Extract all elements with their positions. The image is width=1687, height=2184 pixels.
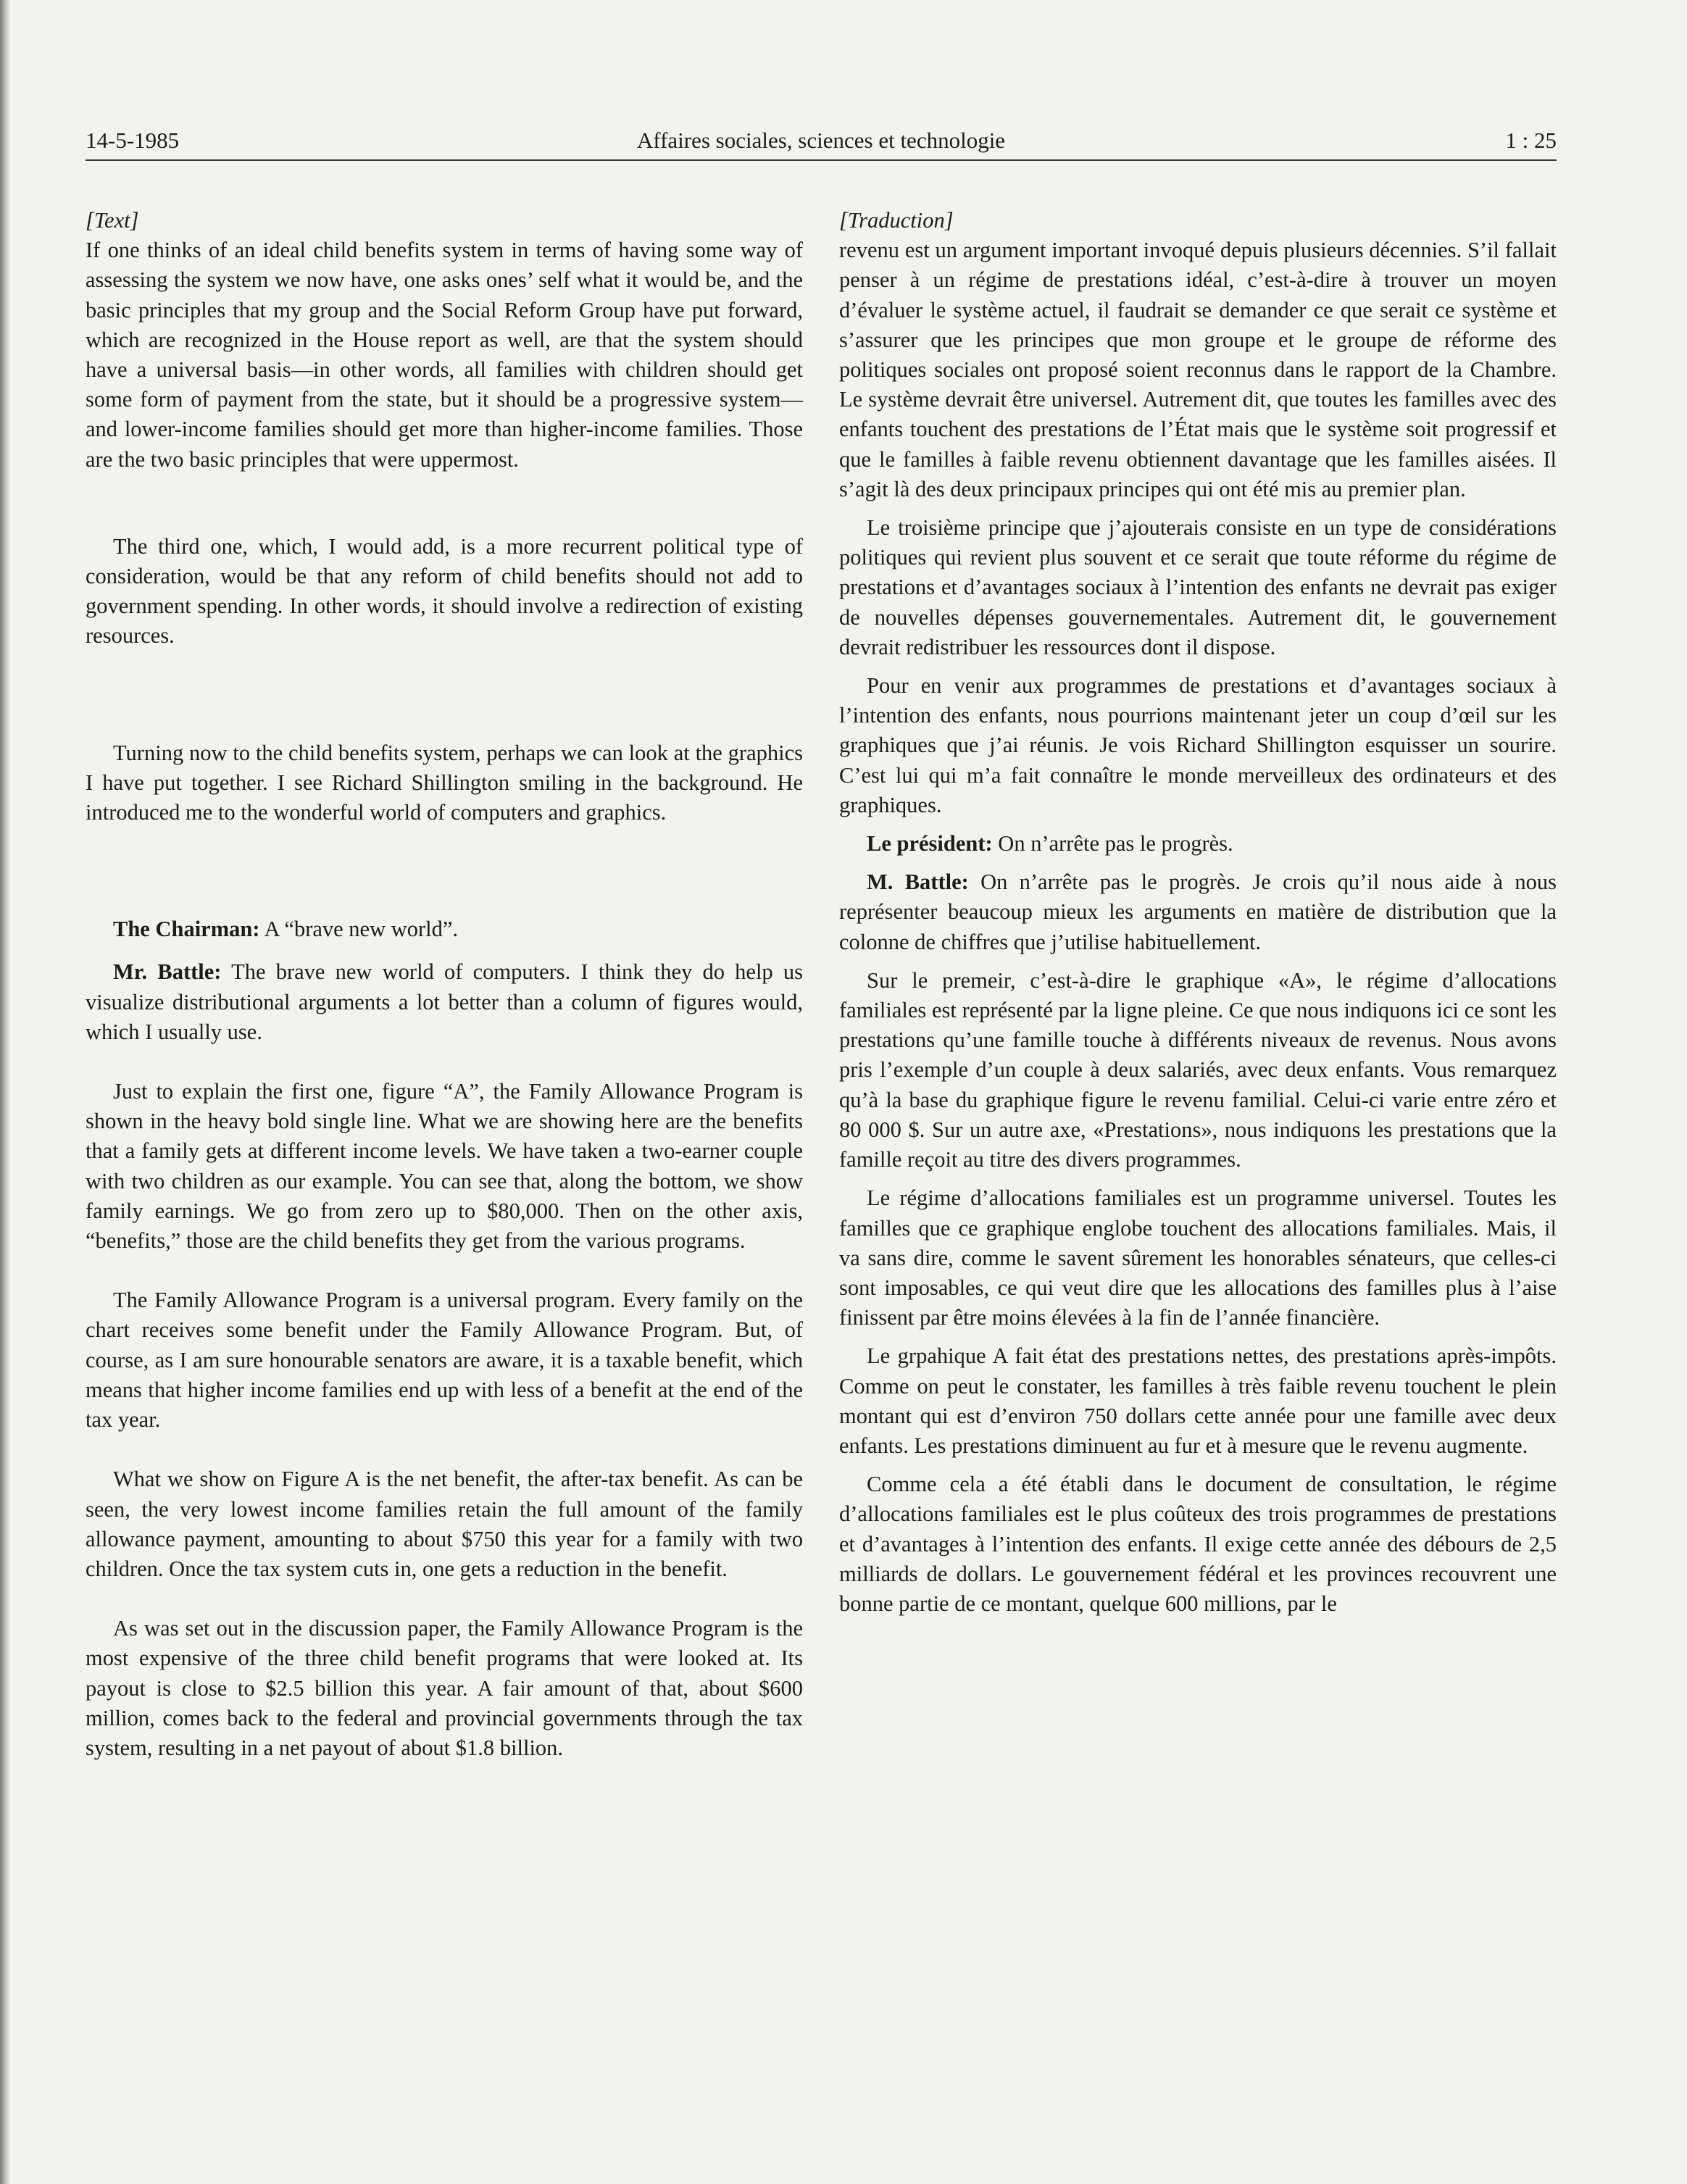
header-rule [86,159,1557,161]
paragraph: Le troisième principe que j’ajouterais consiste en un type de considérations politiques qui revient plus souvent et ce serait que toute réforme du régime de prestations et d’avantages sociaux à l’intention des enfants ne devrait pas exiger de nouvelles dépenses gouvernementales. Autrement dit, le gouvernement devrait redistribuer les ressources dont il dispose. [839,515,1557,659]
paragraph: Sur le premeir, c’est-à-dire le graphique «A», le régime d’allocations familiales est représenté par la ligne pleine. Ce que nous indiquons ici ce sont les prestations qu’une famille touche à différents niveaux de revenus. Nous avons pris l’exemple d’un couple à deux salariés, avec deux enfants. Vous remarquez qu’à la base du graphique figure le revenu familial. Celui-ci varie entre zéro et 80 000 $. Sur un autre axe, «Prestations», nous indiquons les prestations que la famille reçoit au titre des divers programmes. [839,967,1557,1172]
translation-label: [Traduction] [839,208,954,233]
speaker-name: The Chairman: [113,917,260,942]
text-label: [Text] [86,208,139,233]
paragraph: revenu est un argument important invoqué depuis plusieurs décennies. S’il fallait penser à un régime de prestations idéal, c’est-à-dire à trouver un moyen d’évaluer le système actuel, il faudrait se demander ce que serait ce système et s’assurer que les principes que mon groupe et le groupe de réforme des politiques sociales ont proposé soient reconnus dans le rapport de la Chambre. Le système devrait être universel. Autrement dit, que toutes les familles avec des enfants touchent des prestations de l’État mais que le système soit progressif et que le familles à faible revenu obtiennent davantage que les familles aisées. Il s’agit là des deux principaux principes qui ont été mis au premier plan. [839,238,1557,501]
paragraph: Comme cela a été établi dans le document de consultation, le régime d’allocations familiales est le plus coûteux des trois programmes de prestations et d’avantages à l’intention des enfants. Il exige cette année des débours de 2,5 milliards de dollars. Le gouvernement fédéral et les provinces recouvrent une bonne partie de ce montant, quelque 600 millions, par le [839,1472,1557,1616]
header-title: Affaires sociales, sciences et technologie [636,128,1006,153]
paragraph: The Family Allowance Program is a universal program. Every family on the chart receives some benefit under the Family Allowance Program. But, of course, as I am sure honourable senators are aware, it is a taxable benefit, which means that higher income families end up with less of a benefit at the end of the tax year. [86,1288,803,1433]
speaker-name: M. Battle: [867,870,969,895]
battle-remark [839,867,1557,957]
page-binding-edge [0,0,10,2184]
paragraph: If one thinks of an ideal child benefits system in terms of having some way of assessing the system we now have, one asks ones’ self what it would be, and the basic principles that my group and the Social Reform Group have put forward, which are recognized in the House report as well, are that the system should have a universal basis—in other words, all families with children should get some form of payment from the state, but it should be a progressive system—and lower-income families should get more than higher-income families. Those are the two basic principles that were uppermost. [86,238,803,472]
header-date: 14-5-1985 [86,128,180,153]
english-column [86,206,803,1763]
president-remark [839,829,1557,859]
remark-text: On n’arrête pas le progrès. [992,831,1233,856]
paragraph: Turning now to the child benefits system, perhaps we can look at the graphics I have put together. I see Richard Shillington smiling in the background. He introduced me to the wonderful world of computers and graphics. [86,740,803,825]
paragraph: What we show on Figure A is the net benefit, the after-tax benefit. As can be seen, the very lowest income families retain the full amount of the family allowance payment, amounting to about $750 this year for a family with two children. Once the tax system cuts in, one gets a reduction in the benefit. [86,1467,803,1581]
french-column [839,206,1557,1619]
remark-text: The brave new world of computers. I think they do help us visualize distributional arguments a lot better than a column of figures would, which I usually use. [86,959,803,1044]
chairman-remark [86,914,803,944]
running-header [86,128,1557,157]
paragraph: Le grpahique A fait état des prestations nettes, des prestations après-impôts. Comme on peut le constater, les familles à très faible revenu touchent le plein montant qui est d’environ 750 dollars cette année pour une famille avec deux enfants. Les prestations diminuent au fur et à mesure que le revenu augmente. [839,1343,1557,1458]
remark-text: On n’arrête pas le progrès. Je crois qu’il nous aide à nous représenter beaucoup mieux les arguments en matière de distribution que la colonne de chiffres que j’utilise habituellement. [839,870,1557,954]
paragraph: Just to explain the first one, figure “A”, the Family Allowance Program is shown in the heavy bold single line. What we are showing here are the benefits that a family gets at different income levels. We have taken a two-earner couple with two children as our example. You can see that, along the bottom, we show family earnings. We go from zero up to $80,000. Then on the other axis, “benefits,” those are the child benefits they get from the various programs. [86,1079,803,1254]
paragraph: As was set out in the discussion paper, the Family Allowance Program is the most expensive of the three child benefit programs that were looked at. Its payout is close to $2.5 billion this year. A fair amount of that, about $600 million, comes back to the federal and provincial governments through the tax system, resulting in a net payout of about $1.8 billion. [86,1616,803,1760]
header-page-number: 1 : 25 [1505,128,1557,153]
paragraph: The third one, which, I would add, is a more recurrent political type of consideration, would be that any reform of child benefits should not add to government spending. In other words, it should involve a redirection of existing resources. [86,533,803,649]
speaker-name: Le président: [867,831,993,856]
battle-remark [86,957,803,1047]
remark-text: A “brave new world”. [259,917,459,942]
paragraph: Le régime d’allocations familiales est un programme universel. Toutes les familles que ce graphique englobe touchent des allocations familiales. Mais, il va sans dire, comme le savent sûrement les honorables sénateurs, que celles-ci sont imposables, ce qui veut dire que les allocations des familles plus à l’aise finissent par être moins élevées à la fin de l’année financière. [839,1185,1557,1330]
paragraph: Pour en venir aux programmes de prestations et d’avantages sociaux à l’intention des enfants, nous pourrions maintenant jeter un coup d’œil sur les graphiques que j’ai réunis. Je vois Richard Shillington esquisser un sourire. C’est lui qui m’a fait connaître le monde merveilleux des ordinateurs et des graphiques. [839,673,1557,817]
speaker-name: Mr. Battle: [113,959,222,985]
